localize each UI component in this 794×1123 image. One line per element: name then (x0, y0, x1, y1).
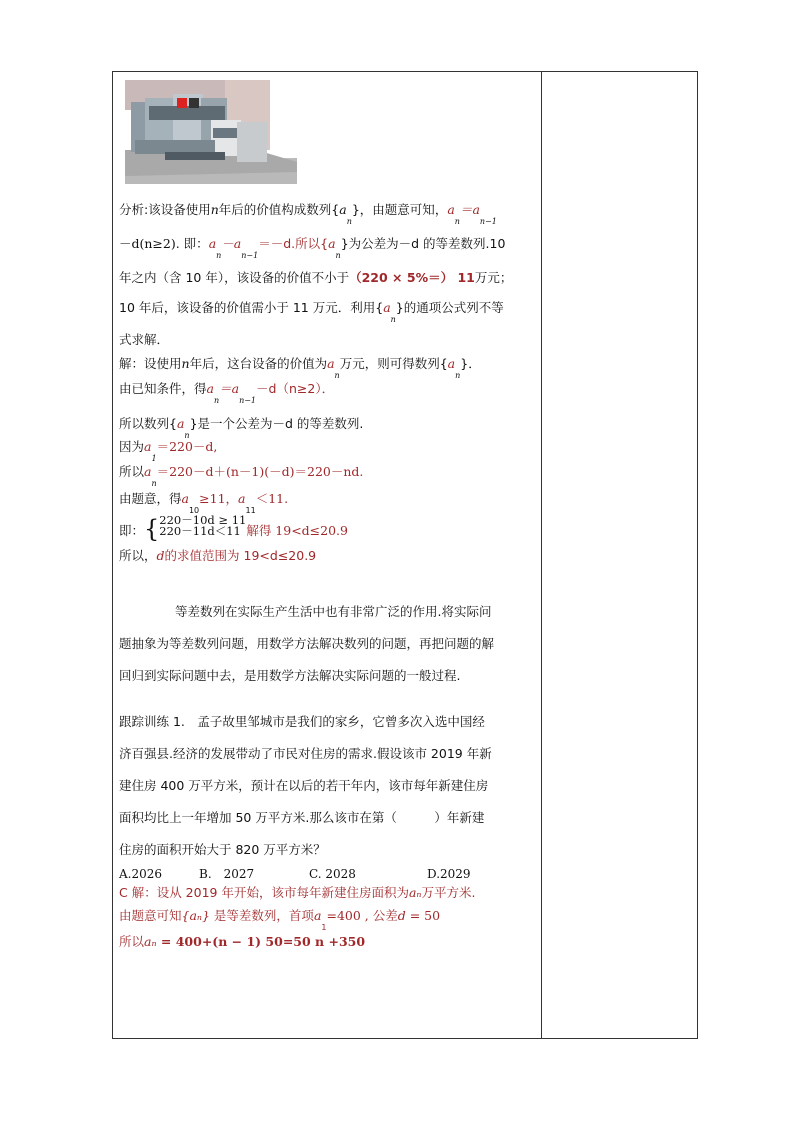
formula: ≥11， (199, 491, 239, 506)
solution-line-7 (119, 513, 348, 543)
subscript: 1 (321, 923, 327, 932)
var-a: a (208, 236, 217, 251)
var-a: a (447, 202, 455, 217)
text: －d(n≥2). 即： (119, 236, 209, 251)
subscript: n−1 (241, 251, 259, 260)
subscript: n (454, 217, 460, 226)
text: 解：设使用 (119, 356, 182, 371)
text: 回归到实际问题中去，是用数学方法解决实际问题的一般过程. (119, 668, 461, 683)
text: 万元，则可得数列{ (339, 356, 448, 371)
formula: ＝a (459, 202, 480, 217)
text: }，由题意可知， (351, 202, 448, 217)
formula: = 400+(n − 1) 50=50 n +350 (156, 934, 366, 949)
text: 题抽象为等差数列问题，用数学方法解决数列的问题，再把问题的解 (119, 636, 495, 651)
exercise-line-2 (119, 746, 492, 762)
var-a: a (447, 356, 456, 371)
solution-line-3 (119, 416, 364, 440)
subscript: n (346, 217, 352, 226)
printing-machine-image (125, 80, 297, 184)
var-a: a (313, 908, 322, 923)
solution-line-1 (119, 356, 481, 380)
var-a: a (206, 381, 214, 396)
var-a: a (238, 491, 246, 506)
text: 因为 (119, 439, 145, 454)
formula: －a (221, 236, 242, 251)
var-d: d (397, 908, 406, 923)
var-n: n (210, 202, 219, 217)
text: 分析:该设备使用 (119, 202, 211, 217)
analysis-line-2 (119, 236, 506, 260)
text: 由已知条件，得 (119, 381, 207, 396)
var-a: a (339, 202, 347, 217)
text: 所以 (119, 934, 145, 949)
text: 万元； (474, 270, 513, 285)
var-a: a (176, 416, 185, 431)
text: 年后，这台设备的价值为 (189, 356, 328, 371)
text: C 解：设从 2019 年开始，该市每年新建住房面积为 (119, 885, 409, 900)
subscript: n (335, 251, 341, 260)
exercise-line-1 (119, 714, 485, 730)
text: 住房的面积开始大于 820 万平方米？ (119, 842, 326, 857)
inequality-system (159, 515, 246, 537)
var-an: aₙ (144, 934, 157, 949)
text: 由题意，得 (119, 491, 182, 506)
formula: ＝－d.所以{ (258, 236, 329, 251)
subscript: n (216, 251, 222, 260)
summary-line-2 (119, 636, 494, 652)
option-d: D.2029 (427, 867, 471, 881)
option-a: A.2026 (119, 867, 163, 881)
text: =400 , 公差 (326, 908, 398, 923)
subscript: n (213, 396, 220, 405)
var-a: a (383, 300, 391, 315)
text: 建住房 400 万平方米，预计在以后的若干年内，该市每年新建住房 (119, 778, 489, 793)
var-a: a (144, 464, 152, 479)
solution-line-5 (119, 464, 364, 488)
var-a: a (327, 356, 335, 371)
analysis-line-3 (119, 270, 512, 286)
text: 年之内（含 10 年），该设备的价值不小于 (119, 270, 350, 285)
text: = 50 (405, 908, 441, 923)
text: 所以数列{ (119, 416, 177, 431)
summary-line-1 (175, 604, 491, 620)
formula: －d（n≥2）． (256, 381, 335, 396)
text: 所以 (119, 464, 145, 479)
exercise-line-4 (119, 810, 484, 826)
sequence: {aₙ} (181, 908, 210, 923)
text: 济百强县.经济的发展带动了市民对住房的需求.假设该市 2019 年新 (119, 746, 492, 761)
answer-line-3 (119, 934, 365, 950)
formula: ＝220－d, (156, 439, 218, 454)
text: 面积均比上一年增加 50 万平方米.那么该市在第（ ）年新建 (119, 810, 485, 825)
text: 所以， (119, 548, 157, 563)
solution-line-2 (119, 381, 335, 405)
text: }． (460, 356, 481, 371)
solution-line-8 (119, 548, 316, 564)
text: 跟踪训练 1. 孟子故里邹城市是我们的家乡，它曾多次入选中国经 (119, 714, 485, 729)
text: 等差数列在实际生产生活中也有非常广泛的作用.将实际问 (175, 604, 492, 619)
answer-line-1 (119, 885, 475, 901)
solve-result: 解得 19<d≤20.9 (246, 523, 348, 538)
subscript: n (151, 479, 157, 488)
inequality-1: 220－10d ≥ 11 (159, 513, 247, 527)
subscript: 10 (188, 506, 200, 515)
subscript: n (390, 315, 396, 324)
text: 由题意可知 (119, 908, 182, 923)
solution-line-4 (119, 439, 218, 463)
formula: ＝220－d＋(n－1)(－d)＝220－nd. (156, 464, 364, 479)
exercise-line-5 (119, 842, 326, 858)
text: 10 年后，该设备的价值需小于 11 万元．利用{ (119, 300, 384, 315)
text: 是等差数列，首项 (209, 908, 314, 923)
text: }是一个公差为－d 的等差数列. (189, 416, 364, 431)
var-a: a (328, 236, 336, 251)
subscript: n−1 (239, 396, 257, 405)
text: 式求解． (119, 332, 170, 347)
var-a: a (181, 491, 189, 506)
column-divider (541, 72, 542, 1038)
analysis-line-5 (119, 332, 169, 348)
value-expression: （220 × 5%＝） 11 (349, 270, 475, 285)
subscript: n (334, 371, 340, 380)
text: }的通项公式列不等 (395, 300, 504, 315)
text: 年后的价值构成数列{ (218, 202, 340, 217)
subscript: 11 (245, 506, 256, 515)
formula: ＜11. (255, 491, 289, 506)
text: }为公差为－d 的等差数列.10 (340, 236, 506, 251)
printing-machine-illustration (125, 80, 297, 184)
exercise-line-3 (119, 778, 488, 794)
var-an: aₙ (408, 885, 422, 900)
option-b: B. 2027 (199, 867, 255, 881)
text: 即： (119, 523, 145, 538)
analysis-line-1 (119, 202, 497, 226)
answer-line-2 (119, 908, 441, 932)
text: 万平方米. (421, 885, 476, 900)
result: 的求值范围为 19<d≤20.9 (164, 548, 317, 563)
subscript: n (184, 431, 190, 440)
solution-line-6 (119, 491, 289, 515)
analysis-line-4 (119, 300, 504, 324)
inequality-2: 220－11d＜11 (159, 524, 241, 538)
var-n: n (181, 356, 190, 371)
var-d: d (156, 548, 165, 563)
lesson-table (112, 71, 698, 1039)
summary-line-3 (119, 668, 460, 684)
option-c: C. 2028 (309, 867, 356, 881)
var-a: a (144, 439, 152, 454)
formula: ＝a (219, 381, 240, 396)
subscript: 1 (151, 454, 157, 463)
subscript: n (455, 371, 461, 380)
subscript: n−1 (479, 217, 497, 226)
brace: { (144, 515, 160, 543)
content-cell (119, 80, 535, 1004)
